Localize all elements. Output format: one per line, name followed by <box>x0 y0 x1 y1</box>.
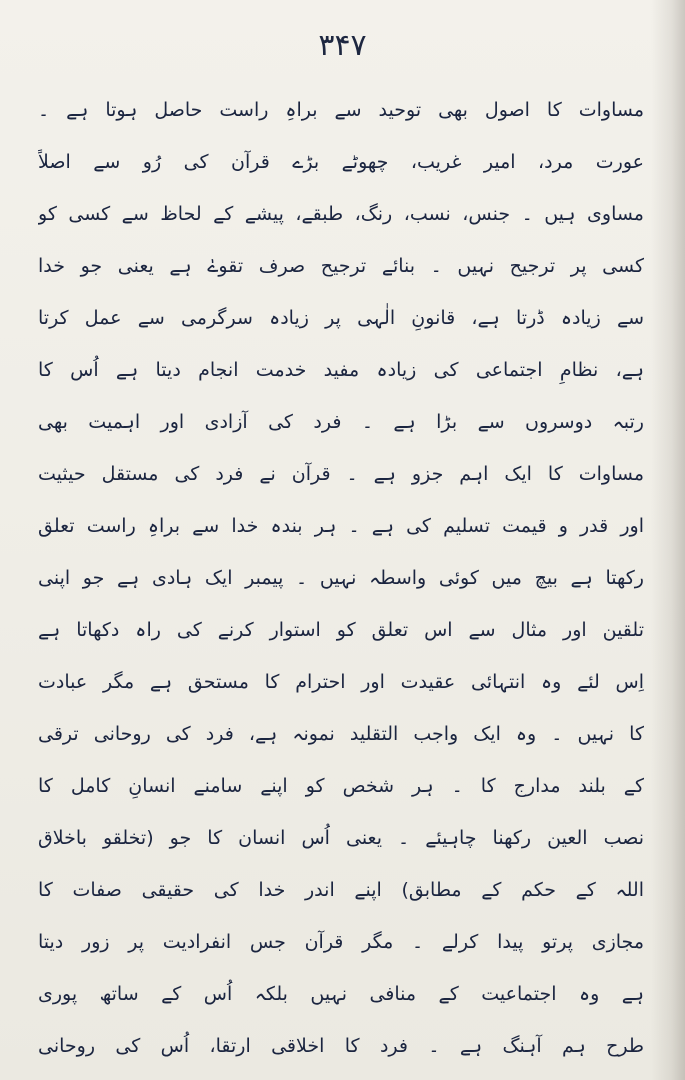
text-line: سے زیادہ ڈرتا ہے، قانونِ الٰہی پر زیادہ سرگرمی سے عمل کرتا <box>38 307 644 329</box>
text-line: مساوی ہیں ۔ جنس، نسب، رنگ، طبقے، پیشے کے لحاظ سے کسی کو <box>38 203 644 225</box>
text-line: ہے، نظامِ اجتماعی کی زیادہ مفید خدمت انجام دیتا ہے اُس کا <box>38 359 644 381</box>
text-line: اور قدر و قیمت تسلیم کی ہے ۔ ہر بندہ خدا سے براہِ راست تعلق <box>38 515 644 537</box>
text-line: اِس لئے وہ انتہائی عقیدت اور احترام کا مستحق ہے مگر عبادت <box>38 671 644 693</box>
text-line: ہے وہ اجتماعیت کے منافی نہیں بلکہ اُس کے ساتھ پوری <box>38 983 644 1005</box>
text-line: تلقین اور مثال سے اس تعلق کو استوار کرنے کی راہ دکھاتا ہے <box>38 619 644 641</box>
text-line: مساوات کا ایک اہم جزو ہے ۔ قرآن نے فرد کی مستقل حیثیت <box>38 463 644 485</box>
page-binding-shadow <box>651 0 685 1080</box>
text-line: کا نہیں ۔ وہ ایک واجب التقلید نمونہ ہے، فرد کی روحانی ترقی <box>38 723 644 745</box>
text-line: طرح ہم آہنگ ہے ۔ فرد کا اخلاقی ارتقا، اُس کی روحانی <box>38 1035 644 1057</box>
text-line: کے بلند مدارج کا ۔ ہر شخص کو اپنے سامنے انسانِ کامل کا <box>38 775 644 797</box>
page-body-text <box>38 84 644 1072</box>
text-line: نصب العین رکھنا چاہیئے ۔ یعنی اُس انسان کا جو (تخلقو باخلاق <box>38 827 644 849</box>
text-line: رتبہ دوسروں سے بڑا ہے ۔ فرد کی آزادی اور اہمیت بھی <box>38 411 644 433</box>
text-line: اللہ کے حکم کے مطابق) اپنے اندر خدا کی حقیقی صفات کا <box>38 879 644 901</box>
page-number: ۳۴۷ <box>318 28 367 63</box>
text-line: مجازی پرتو پیدا کرلے ۔ مگر قرآن جس انفرادیت پر زور دیتا <box>38 931 644 953</box>
text-line: کسی پر ترجیح نہیں ۔ بنائے ترجیح صرف تقوےٰ ہے یعنی جو خدا <box>38 255 644 277</box>
text-line: مساوات کا اصول بھی توحید سے براہِ راست حاصل ہوتا ہے ۔ <box>38 99 644 121</box>
text-line: رکھتا ہے بیچ میں کوئی واسطہ نہیں ۔ پیمبر ایک ہادی ہے جو اپنی <box>38 567 644 589</box>
text-line: عورت مرد، امیر غریب، چھوٹے بڑے قرآن کی رُو سے اصلاً <box>38 151 644 173</box>
